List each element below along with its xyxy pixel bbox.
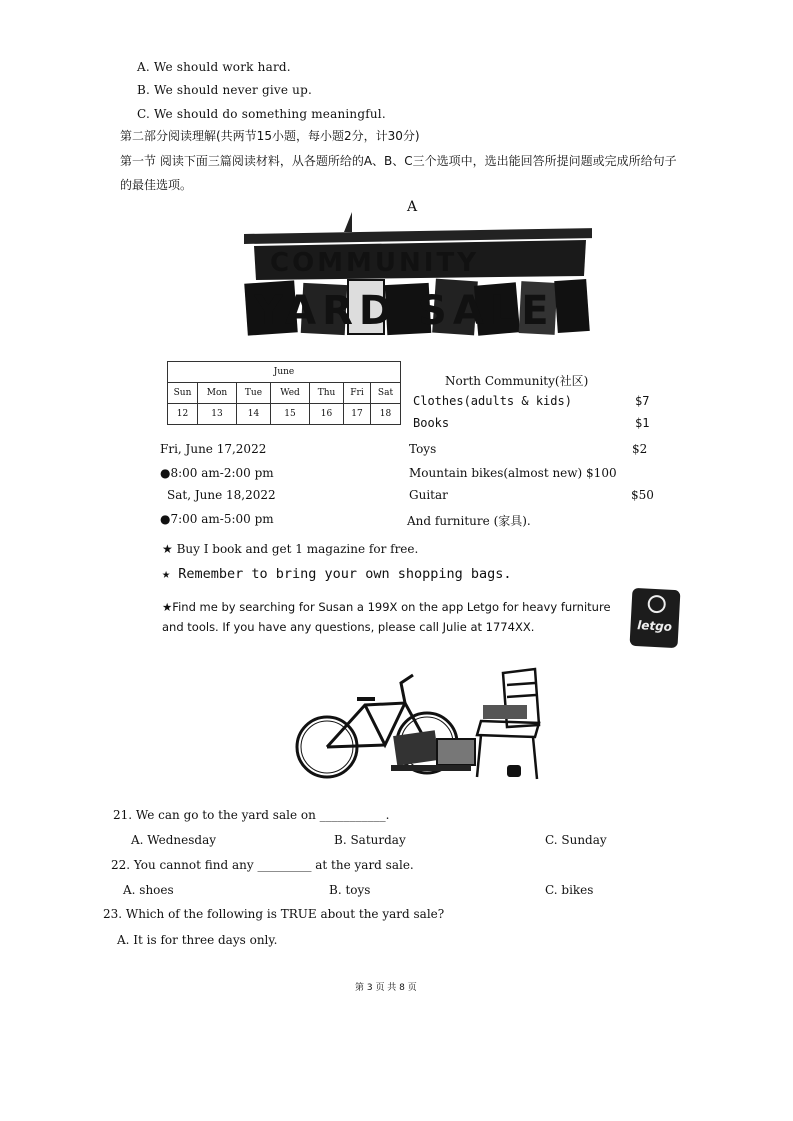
calendar-date: 18: [371, 404, 401, 425]
item-clothes: Clothes(adults & kids): [413, 394, 572, 408]
calendar-day: Fri: [344, 383, 371, 404]
q22-option-c: C. bikes: [545, 883, 594, 897]
letgo-app-icon: [630, 588, 681, 648]
instruction-line-2: 的最佳选项。: [120, 178, 193, 192]
schedule-time-1: ●8:00 am-2:00 pm: [160, 466, 274, 480]
calendar-day: Thu: [310, 383, 344, 404]
prev-option-a: A. We should work hard.: [137, 60, 291, 74]
calendar-date: 12: [168, 404, 198, 425]
calendar-day: Mon: [198, 383, 237, 404]
yard-sale-banner: [240, 210, 592, 340]
prev-option-b: B. We should never give up.: [137, 83, 312, 97]
price-clothes: $7: [635, 394, 650, 408]
item-guitar: Guitar: [409, 488, 448, 502]
calendar-day: Sun: [168, 383, 198, 404]
banner-line1: COMMUNITY: [270, 248, 480, 278]
calendar-date: 13: [198, 404, 237, 425]
price-toys: $2: [632, 442, 648, 456]
letgo-logo-text: letgo: [636, 618, 673, 634]
q21-option-c: C. Sunday: [545, 833, 607, 847]
schedule-day-1: Fri, June 17,2022: [160, 442, 267, 456]
note-letgo-line2: and tools. If you have any questions, please call Julie at 1774XX.: [162, 620, 535, 634]
q21-option-a: A. Wednesday: [131, 833, 217, 847]
item-furniture: And furniture (家具).: [407, 514, 531, 528]
question-22: 22. You cannot find any _________ at the yard sale.: [111, 858, 414, 872]
note-letgo-line1: ★Find me by searching for Susan a 199X on the app Letgo for heavy furniture: [162, 600, 611, 614]
calendar-day: Wed: [271, 383, 310, 404]
item-bikes: Mountain bikes(almost new) $100: [409, 466, 617, 480]
q21-option-b: B. Saturday: [334, 833, 406, 847]
q22-option-b: B. toys: [329, 883, 371, 897]
calendar-date: 14: [237, 404, 271, 425]
calendar-month: June: [168, 362, 401, 383]
pin-icon: [647, 595, 666, 614]
item-books: Books: [413, 416, 450, 430]
item-toys: Toys: [409, 442, 437, 456]
price-books: $1: [635, 416, 650, 430]
prev-option-c: C. We should do something meaningful.: [137, 107, 386, 121]
june-calendar: [167, 361, 401, 425]
passage-label: A: [407, 199, 418, 215]
schedule-day-2: Sat, June 18,2022: [167, 488, 276, 502]
banner-line2: YARD SALE: [254, 288, 555, 334]
section-title: 第二部分阅读理解(共两节15小题，每小题2分，计30分): [120, 129, 420, 143]
price-guitar: $50: [631, 488, 654, 502]
items-header: North Community(社区): [445, 374, 589, 388]
bicycle-furniture-illustration: [295, 665, 545, 787]
schedule-time-2: ●7:00 am-5:00 pm: [160, 512, 274, 526]
calendar-date: 16: [310, 404, 344, 425]
calendar-date: 17: [344, 404, 371, 425]
note-bags: ★ Remember to bring your own shopping bags.: [162, 566, 512, 582]
calendar-day: Tue: [237, 383, 271, 404]
question-21: 21. We can go to the yard sale on ___________.: [113, 808, 390, 822]
q22-option-a: A. shoes: [123, 883, 174, 897]
note-magazine: ★ Buy I book and get 1 magazine for free.: [162, 542, 419, 556]
page-footer: 第 3 页 共 8 页: [355, 983, 417, 993]
question-23: 23. Which of the following is TRUE about the yard sale?: [103, 907, 445, 921]
calendar-day: Sat: [371, 383, 401, 404]
q23-option-a: A. It is for three days only.: [117, 933, 278, 947]
instruction-line-1: 第一节 阅读下面三篇阅读材料，从各题所给的A、B、C三个选项中，选出能回答所提问题或完成所给句子: [120, 154, 677, 168]
calendar-date: 15: [271, 404, 310, 425]
